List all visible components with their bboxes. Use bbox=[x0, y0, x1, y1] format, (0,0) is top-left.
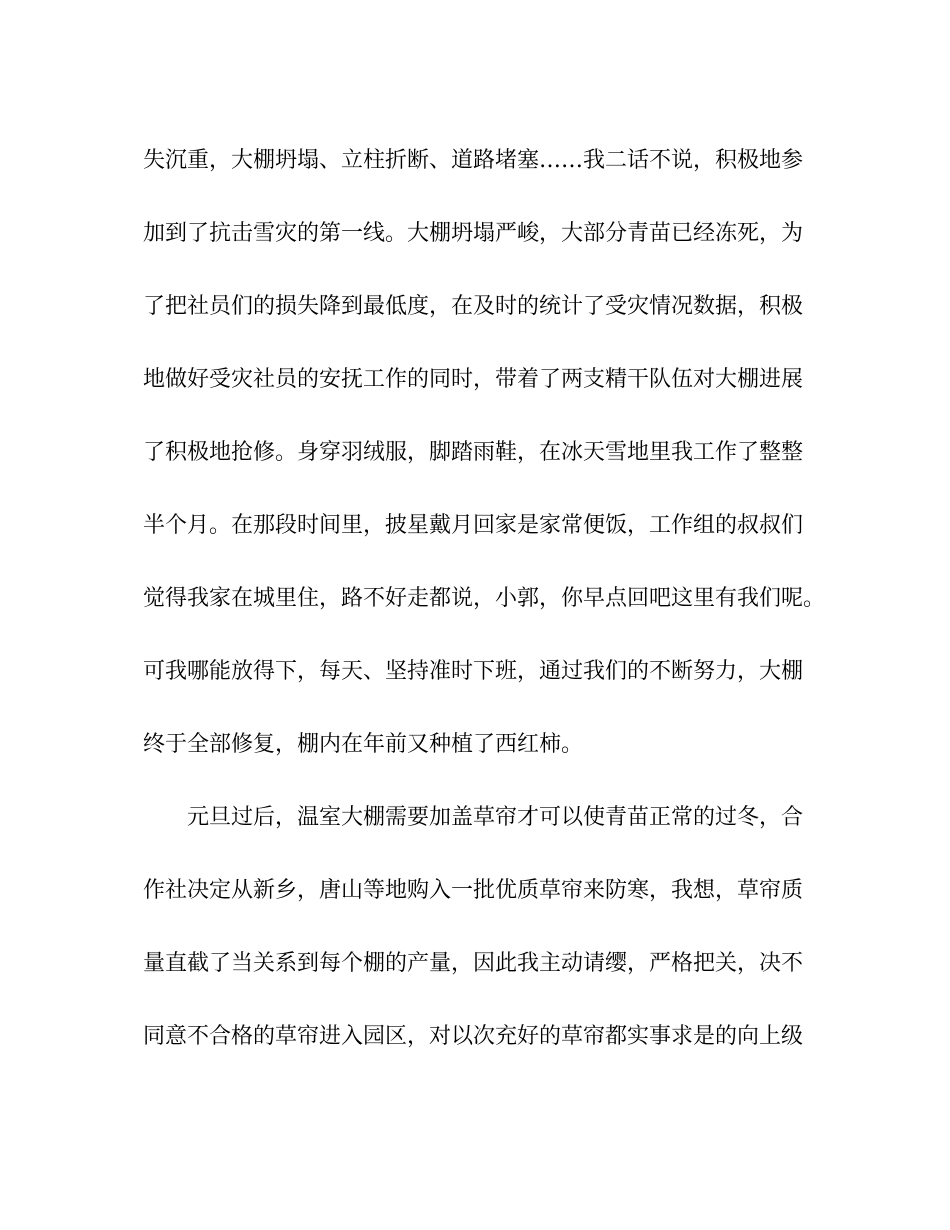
text-line: 同意不合格的草帘进入园区，对以次充好的草帘都实事求是的向上级 bbox=[143, 1024, 804, 1049]
text-line: 终于全部修复，棚内在年前又种植了西红柿。 bbox=[143, 732, 584, 757]
text-line: 作社决定从新乡，唐山等地购入一批优质草帘来防寒，我想，草帘质 bbox=[143, 878, 804, 903]
text-line: 了把社员们的损失降到最低度，在及时的统计了受灾情况数据，积极 bbox=[143, 294, 804, 319]
text-line: 量直截了当关系到每个棚的产量，因此我主动请缨，严格把关，决不 bbox=[143, 951, 804, 976]
text-line: 了积极地抢修。身穿羽绒服，脚踏雨鞋，在冰天雪地里我工作了整整 bbox=[143, 440, 804, 465]
text-line: 半个月。在那段时间里，披星戴月回家是家常便饭，工作组的叔叔们 bbox=[143, 513, 804, 538]
text-line: 可我哪能放得下，每天、坚持准时下班，通过我们的不断努力，大棚 bbox=[143, 659, 804, 684]
text-line: 失沉重，大棚坍塌、立柱折断、道路堵塞……我二话不说，积极地参 bbox=[143, 148, 804, 173]
body-text bbox=[143, 136, 826, 1085]
text-line: 加到了抗击雪灾的第一线。大棚坍塌严峻，大部分青苗已经冻死，为 bbox=[143, 221, 804, 246]
text-line: 觉得我家在城里住，路不好走都说，小郭，你早点回吧这里有我们呢。 bbox=[143, 586, 826, 611]
paragraph-first-line: 元旦过后，温室大棚需要加盖草帘才可以使青苗正常的过冬，合 bbox=[187, 805, 804, 830]
text-line: 地做好受灾社员的安抚工作的同时，带着了两支精干队伍对大棚进展 bbox=[143, 367, 804, 392]
